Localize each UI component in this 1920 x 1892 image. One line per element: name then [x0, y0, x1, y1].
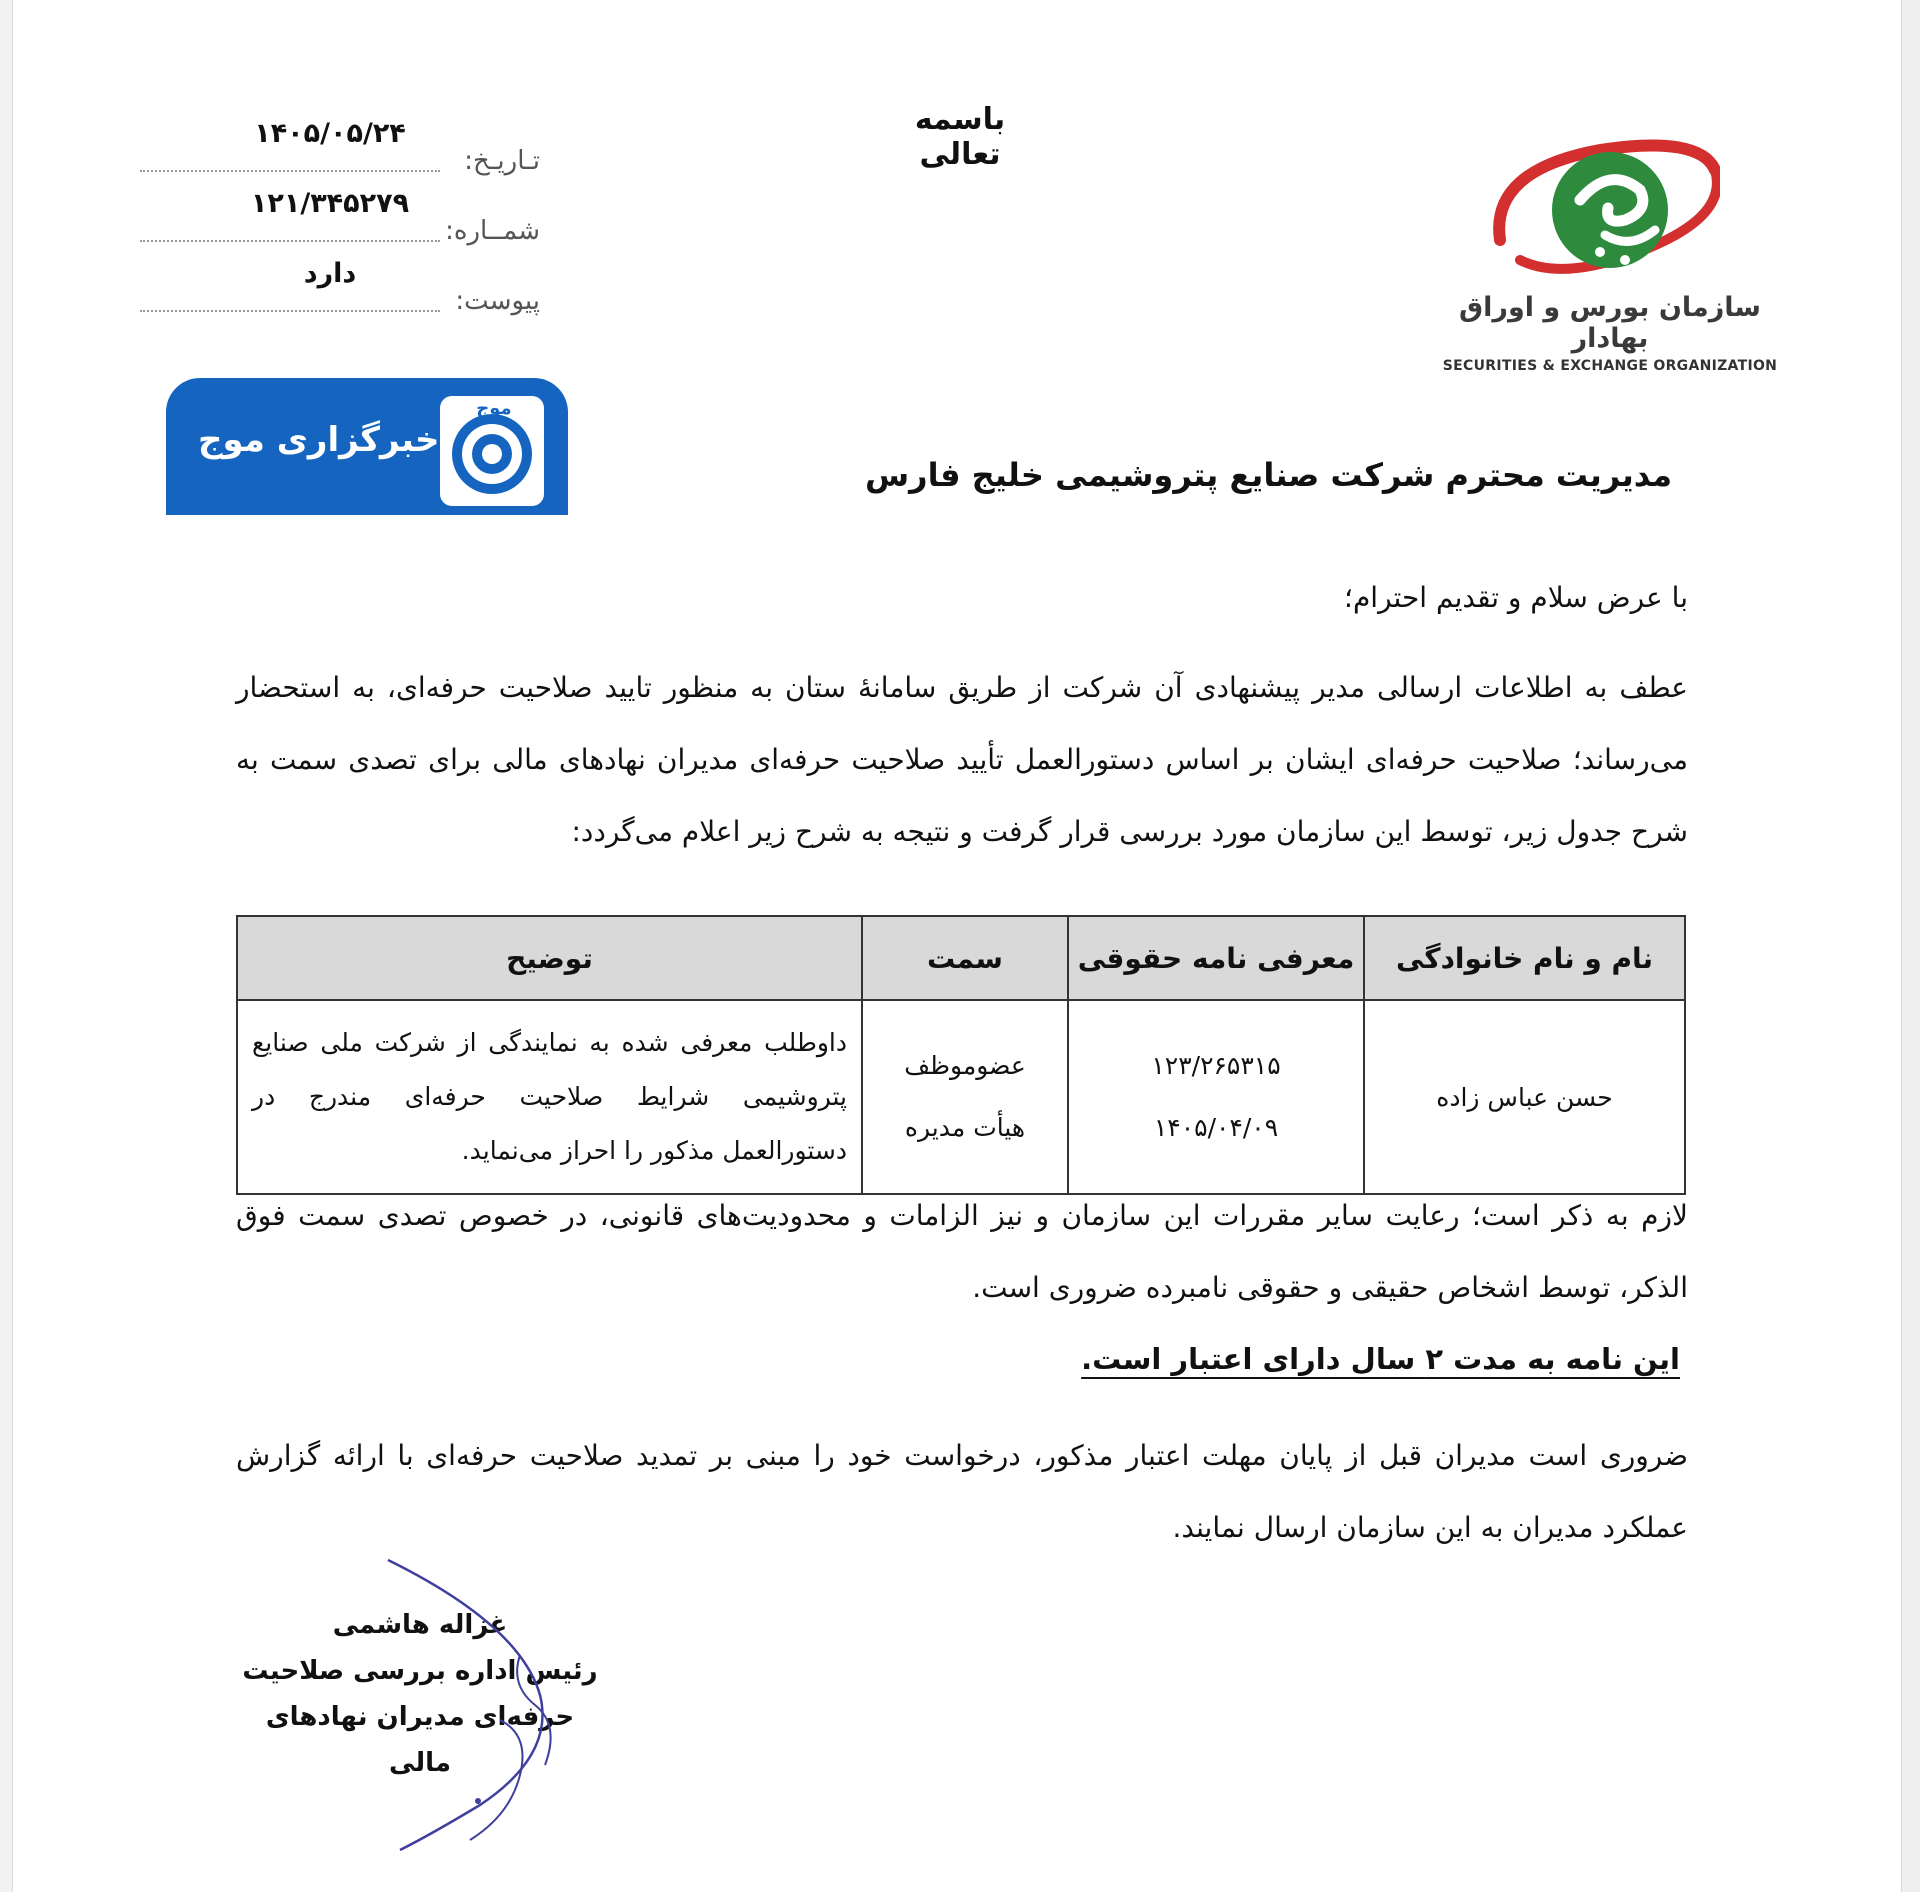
page-frame-right [1901, 0, 1920, 1892]
position-line-2: هیأت مدیره [904, 1113, 1026, 1142]
number-value: ۱۲۱/۳۴۵۲۷۹ [250, 188, 410, 219]
header-name: نام و نام خانوادگی [1364, 916, 1685, 1000]
seo-emblem-icon [1480, 130, 1720, 280]
signatory-name: غزاله هاشمی [332, 1610, 508, 1640]
header-position: سمت [862, 916, 1068, 1000]
attachment-label: پیوست: [455, 286, 540, 316]
date-value: ۱۴۰۵/۰۵/۲۴ [254, 118, 406, 149]
basmala-heading: باسمه تعالی [914, 102, 1006, 172]
result-table [236, 915, 1686, 1195]
greeting: با عرض سلام و تقدیم احترام؛ [1344, 581, 1688, 614]
seo-name-english: SECURITIES & EXCHANGE ORGANIZATION [1442, 358, 1778, 374]
table-row [237, 1000, 1685, 1194]
date-dotted-line [140, 170, 440, 172]
cell-position [862, 1000, 1068, 1194]
signatory-title-line-2: حرفه‌ای مدیران نهادهای مالی [265, 1702, 575, 1778]
cell-name: حسن عباس زاده [1364, 1000, 1685, 1194]
cell-description: داوطلب معرفی شده به نمایندگی از شرکت ملی صنایع پتروشیمی شرایط صلاحیت حرفه‌ای مندرج در دستورالعمل مذکور را احراز می‌نماید. [237, 1000, 862, 1194]
mouj-news-watermark [166, 378, 568, 515]
attachment-value: دارد [303, 258, 357, 289]
intro-paragraph: عطف به اطلاعات ارسالی مدیر پیشنهادی آن شرکت از طریق سامانهٔ ستان به منظور تایید صلاحیت حرفه‌ای، به استحضار می‌رساند؛ صلاحیت حرفه‌ای ایشان بر اساس دستورالعمل تأیید صلاحیت حرفه‌ای مدیران نهادهای مالی برای تصدی سمت به شرح جدول زیر، توسط این سازمان مورد بررسی قرار گرفت و نتیجه به شرح زیر اعلام می‌گردد: [236, 671, 1688, 848]
letter-meta [140, 118, 540, 328]
letter-number: ۱۲۳/۲۶۵۳۱۵ [1151, 1051, 1281, 1080]
attachment-dotted-line [140, 310, 440, 312]
header-description: توضیح [237, 916, 862, 1000]
renewal-paragraph: ضروری است مدیران قبل از پایان مهلت اعتبار مذکور، درخواست خود را مبنی بر تمدید صلاحیت حرفه‌ای با ارائه گزارش عملکرد مدیران به این سازمان ارسال نمایند. [236, 1439, 1688, 1544]
position-line-1: عضوموظف [904, 1051, 1026, 1080]
signatory-title-line-1: رئیس اداره بررسی صلاحیت [242, 1656, 598, 1686]
mouj-watermark-text: خبرگزاری موج [198, 420, 440, 460]
note-paragraph: لازم به ذکر است؛ رعایت سایر مقررات این سازمان و نیز الزامات و محدودیت‌های قانونی، در خصوص تصدی سمت فوق الذکر، توسط اشخاص حقیقی و حقوقی نامبرده ضروری است. [236, 1199, 1688, 1304]
page-frame-left [0, 0, 13, 1892]
header-legal-intro: معرفی نامه حقوقی [1068, 916, 1364, 1000]
attachment-row [140, 258, 540, 328]
date-row [140, 118, 540, 188]
seo-name-persian: سازمان بورس و اوراق بهادار [1459, 292, 1761, 354]
validity-statement: این نامه به مدت ۲ سال دارای اعتبار است. [1081, 1342, 1680, 1376]
addressee: مدیریت محترم شرکت صنایع پتروشیمی خلیج فارس [864, 456, 1672, 494]
seo-logo [1440, 130, 1780, 374]
letter-date: ۱۴۰۵/۰۴/۰۹ [1153, 1113, 1279, 1142]
mouj-logo-icon [434, 392, 552, 510]
number-dotted-line [140, 240, 440, 242]
table-header-row [237, 916, 1685, 1000]
date-label: تـاریـخ: [464, 146, 540, 176]
mouj-mark-text: موج [476, 398, 512, 419]
cell-legal-intro [1068, 1000, 1364, 1194]
handwritten-signature-icon [360, 1555, 600, 1855]
number-row [140, 188, 540, 258]
number-label: شمــاره: [445, 216, 540, 246]
